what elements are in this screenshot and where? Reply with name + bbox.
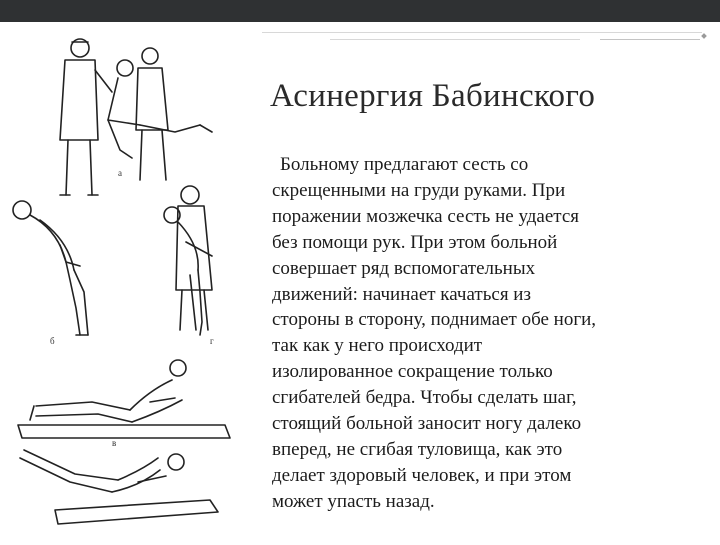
figure-patient-lying bbox=[18, 360, 230, 438]
slide-top-bar bbox=[0, 0, 720, 22]
figure-label-c: в bbox=[112, 438, 117, 448]
slide-body-text: Больному предлагают сесть со скрещенными на груди руками. При поражении мозжечка сесть не удается без помощи рук. При этом больной совершает ряд вспомогательных движений: начинает качаться из стороны в сторону, поднимает обе ноги, так как у него происходит изолированное сокращение только сгибателей бедра. Чтобы сделать шаг, стоящий больной заносит ногу далеко вперед, не сгибая туловища, как это делает здоровый человек, и при этом может упасть назад. bbox=[272, 154, 597, 512]
figure-doctor-supporting-patient bbox=[164, 186, 212, 335]
illustration-drawings bbox=[0, 30, 260, 540]
figure-label-d: г bbox=[210, 336, 214, 346]
figure-patient-legs-raised bbox=[20, 450, 218, 524]
figure-doctor-lifting-patient bbox=[60, 39, 212, 195]
illustration-panel bbox=[0, 30, 260, 540]
figure-label-a: а bbox=[118, 168, 122, 178]
slide-title: Асинергия Бабинского bbox=[270, 78, 596, 114]
figure-patient-bending-back bbox=[13, 201, 88, 335]
figure-label-b: б bbox=[50, 336, 55, 346]
